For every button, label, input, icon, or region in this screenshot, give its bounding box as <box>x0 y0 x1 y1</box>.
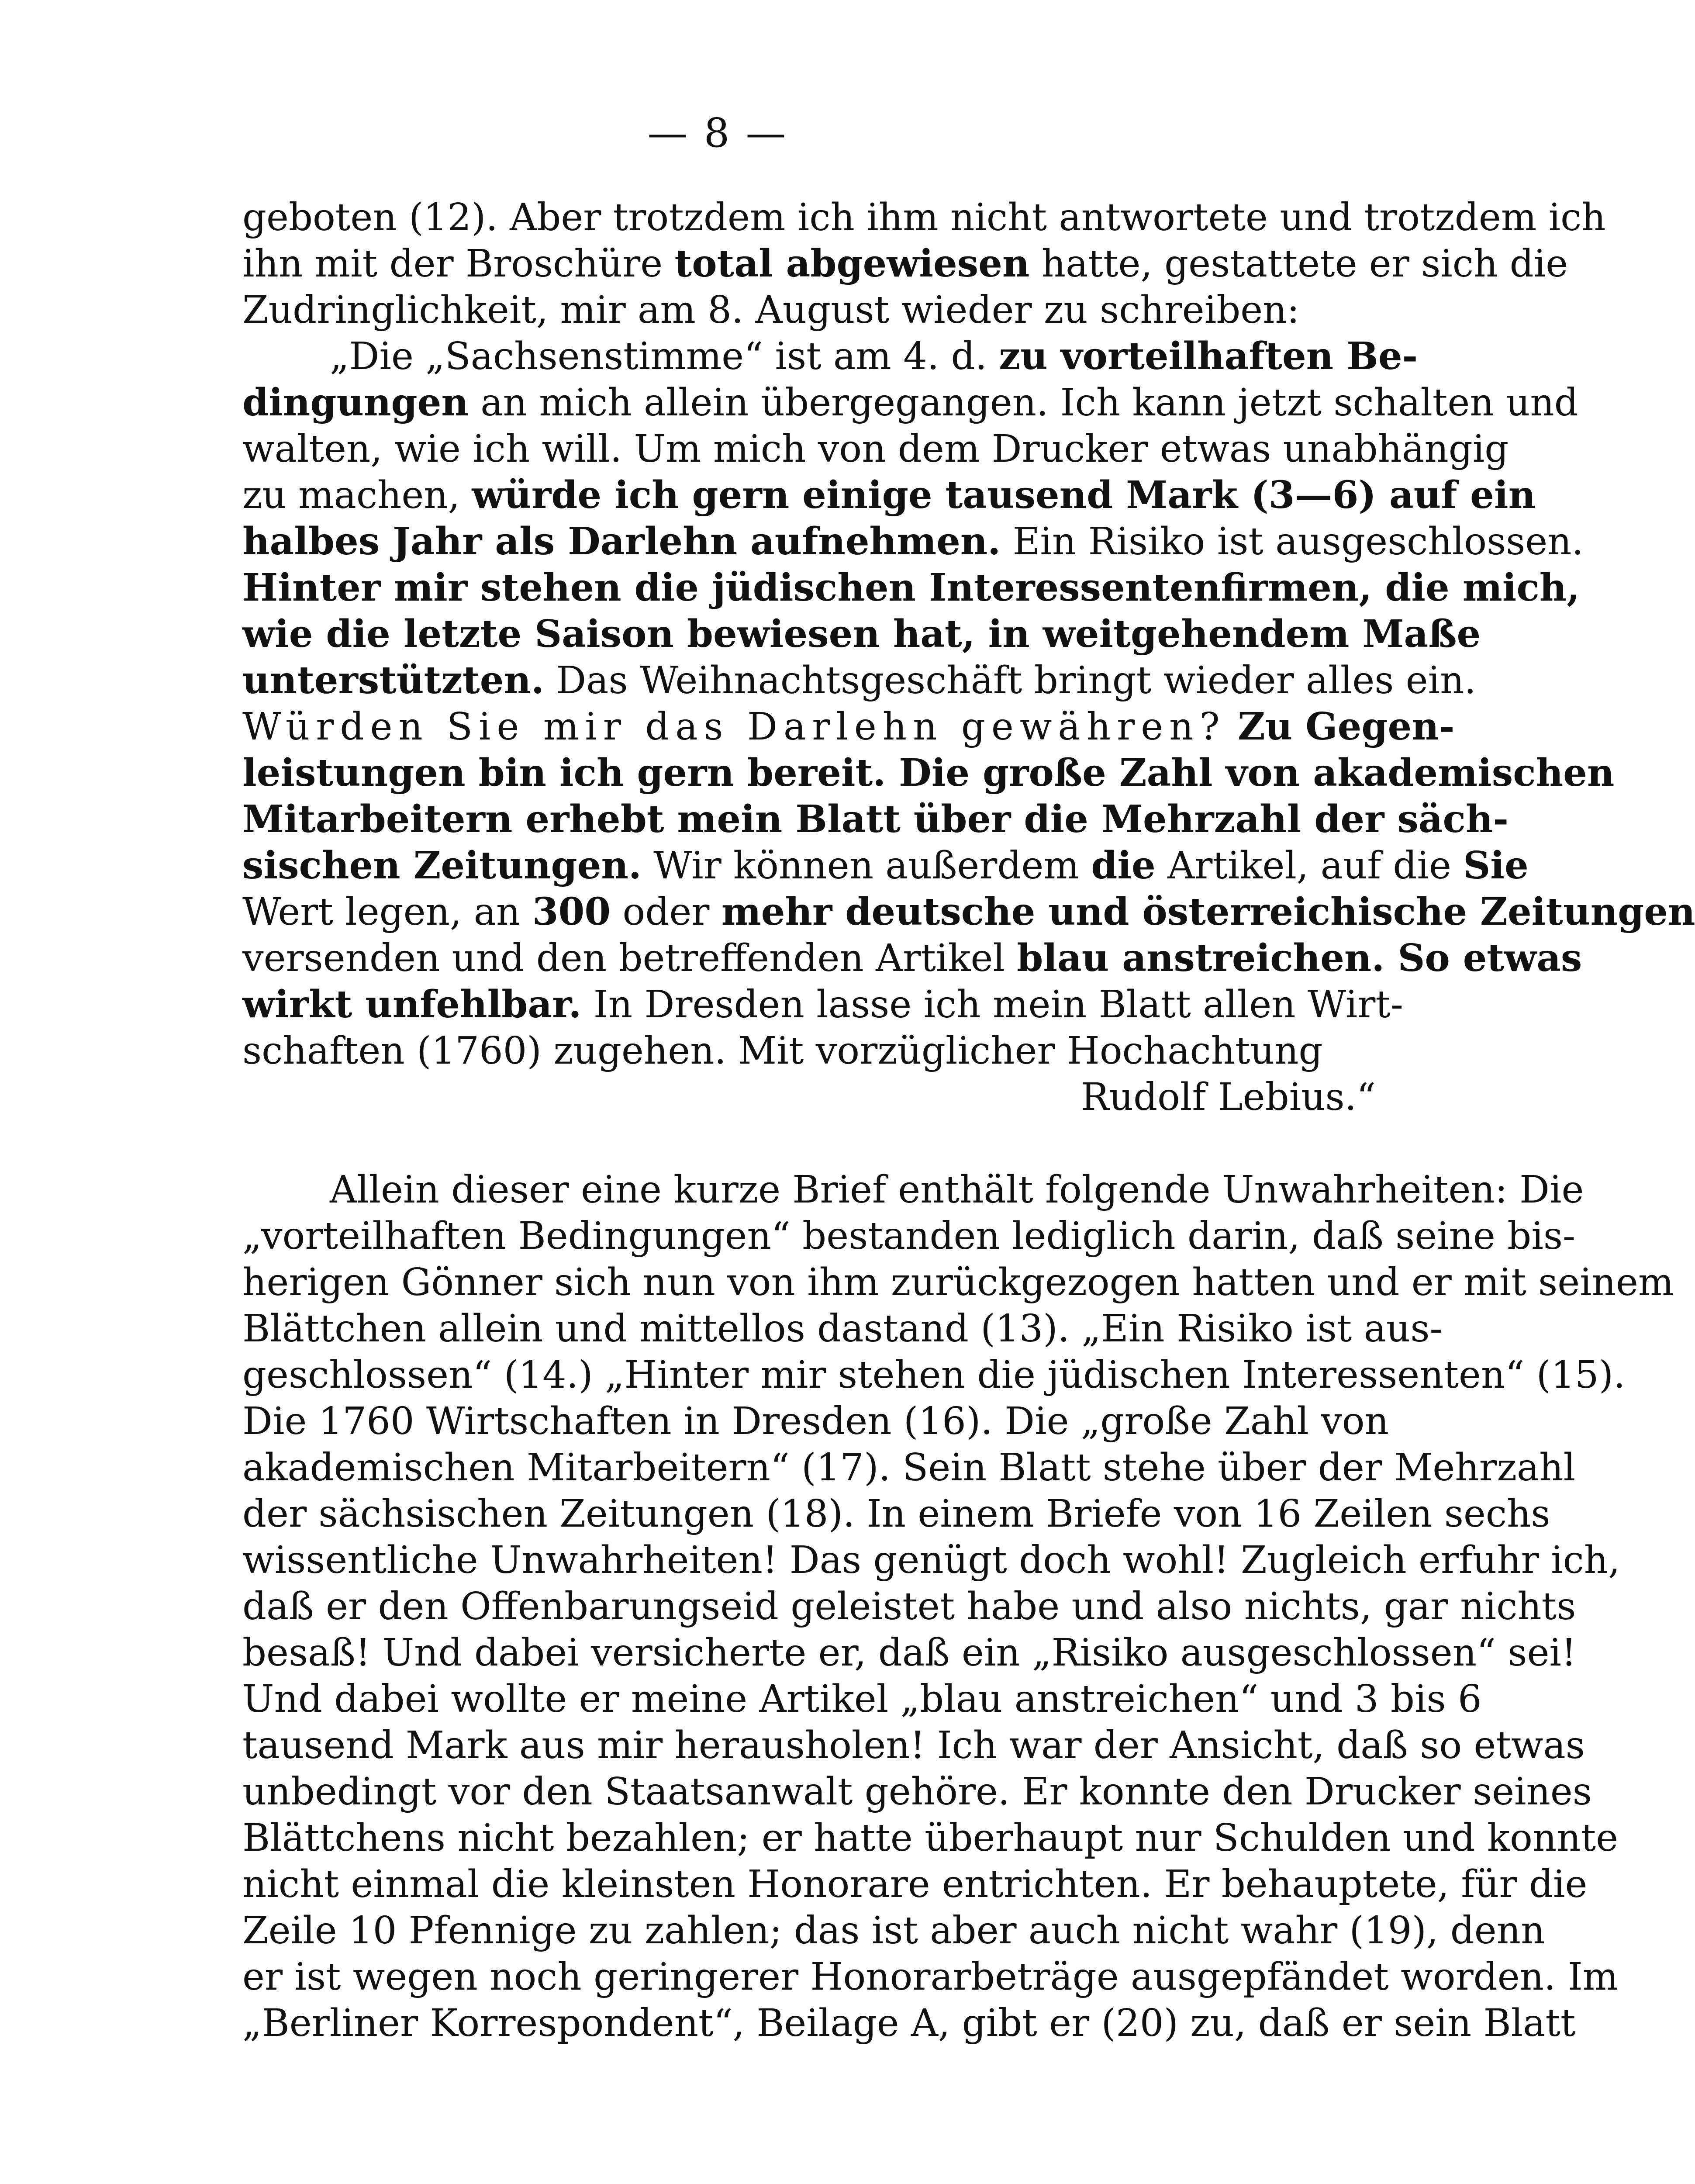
emphasized-text: Sie <box>1463 843 1529 888</box>
text-segment: walten, wie ich will. Um mich von dem Drucker etwas unabhängig <box>242 427 1509 471</box>
para2-line <box>242 1769 1592 1815</box>
para2-line <box>242 1491 1550 1537</box>
letter-line <box>242 565 1580 611</box>
text-segment: Allein dieser eine kurze Brief enthält folgende Unwahrheiten: Die <box>330 1168 1584 1212</box>
spaced-text: Würden Sie mir das Darlehn gewähren? <box>242 705 1226 749</box>
letter-line <box>242 426 1509 472</box>
emphasized-text: halbes Jahr als Darlehn aufnehmen. <box>242 519 1001 563</box>
para2-line <box>242 1630 1577 1676</box>
emphasized-text: mehr deutsche und österreichische Zeitungen <box>721 890 1695 934</box>
emphasized-text: sischen Zeitungen. <box>242 843 642 888</box>
para2-line <box>242 1167 1584 1213</box>
emphasized-text: wirkt unfehlbar. <box>242 982 582 1026</box>
page-number: — 8 — <box>647 110 788 156</box>
text-segment: Zudringlichkeit, mir am 8. August wieder zu schreiben: <box>242 288 1300 332</box>
emphasized-text: total abgewiesen <box>674 242 1030 286</box>
emphasized-text: Zu Gegen- <box>1237 705 1455 749</box>
letter-line <box>242 704 1455 750</box>
emphasized-text: würde ich gern einige tausend Mark (3—6) auf ein <box>472 473 1536 517</box>
para2-line <box>242 1954 1619 2000</box>
text-segment: Die 1760 Wirtschaften in Dresden (16). Die „große Zahl von <box>242 1400 1389 1443</box>
para1-line <box>242 194 1606 241</box>
letter-signature-block <box>242 1074 1376 1120</box>
text-segment: besaß! Und dabei versicherte er, daß ein „Risiko ausgeschlossen“ sei! <box>242 1631 1577 1675</box>
letter-line <box>242 1028 1376 1074</box>
letter-line <box>242 843 1529 889</box>
letter-line <box>242 611 1481 657</box>
letter-line <box>242 935 1582 981</box>
emphasized-text: die <box>1091 843 1156 888</box>
text-segment: geschlossen“ (14.) „Hinter mir stehen die jüdischen Interessenten“ (15). <box>242 1353 1626 1397</box>
emphasized-text: zu vorteilhaften Be- <box>999 334 1418 378</box>
emphasized-text: leistungen bin ich gern bereit. Die große Zahl von akademischen <box>242 751 1615 795</box>
text-segment: „vorteilhaften Bedingungen“ bestanden lediglich darin, daß seine bis- <box>242 1214 1576 1258</box>
letter-signature: Rudolf Lebius.“ <box>1081 1075 1376 1119</box>
text-segment: Artikel, auf die <box>1155 844 1464 888</box>
para2-line <box>242 1722 1585 1769</box>
text-segment: unbedingt vor den Staatsanwalt gehöre. Er konnte den Drucker seines <box>242 1770 1592 1814</box>
text-segment: akademischen Mitarbeitern“ (17). Sein Blatt stehe über der Mehrzahl <box>242 1446 1576 1489</box>
letter-line <box>242 750 1615 796</box>
text-segment: Blättchens nicht bezahlen; er hatte überhaupt nur Schulden und konnte <box>242 1816 1619 1860</box>
para2-line <box>242 2000 1576 2046</box>
para2-line <box>242 1398 1389 1444</box>
text-segment: Das Weihnachtsgeschäft bringt wieder alles ein. <box>544 659 1476 702</box>
para2-line <box>242 1815 1619 1861</box>
emphasized-text: blau anstreichen. So etwas <box>1017 936 1582 980</box>
para2-line <box>242 1352 1626 1398</box>
text-segment: schaften (1760) zugehen. Mit vorzüglicher Hochachtung <box>242 1029 1323 1073</box>
text-segment: Wir können außerdem <box>641 844 1091 888</box>
para1-line <box>242 241 1568 287</box>
emphasized-text: Hinter mir stehen die jüdischen Interessentenfirmen, die mich, <box>242 566 1580 610</box>
letter-line <box>242 380 1578 426</box>
emphasized-text: wie die letzte Saison bewiesen hat, in weitgehendem Maße <box>242 612 1481 656</box>
para2-line <box>242 1861 1588 1908</box>
emphasized-text: Mitarbeitern erhebt mein Blatt über die Mehrzahl der säch- <box>242 797 1509 841</box>
text-segment: hatte, gestattete er sich die <box>1029 242 1568 286</box>
text-segment: wissentliche Unwahrheiten! Das genügt doch wohl! Zugleich erfuhr ich, <box>242 1538 1620 1582</box>
text-segment: Wert legen, an <box>242 890 532 934</box>
text-segment: versenden und den betreffenden Artikel <box>242 936 1017 980</box>
text-segment: daß er den Offenbarungseid geleistet habe und also nichts, gar nichts <box>242 1585 1576 1628</box>
letter-line <box>242 472 1536 518</box>
letter-line <box>242 796 1509 843</box>
para2-line <box>242 1444 1576 1491</box>
para2-line <box>242 1259 1674 1306</box>
para1-line <box>242 287 1376 333</box>
text-segment: Und dabei wollte er meine Artikel „blau anstreichen“ und 3 bis 6 <box>242 1677 1482 1721</box>
text-segment: „Berliner Korrespondent“, Beilage A, gibt er (20) zu, daß er sein Blatt <box>242 2001 1576 2045</box>
text-segment: er ist wegen noch geringerer Honorarbeträge ausgepfändet worden. Im <box>242 1955 1619 1999</box>
text-segment: herigen Gönner sich nun von ihm zurückgezogen hatten und er mit seinem <box>242 1261 1674 1304</box>
text-segment: Ein Risiko ist ausgeschlossen. <box>1001 520 1584 563</box>
text-segment: In Dresden lasse ich mein Blatt allen Wirt- <box>581 983 1404 1026</box>
letter-line <box>242 981 1404 1028</box>
text-segment: geboten (12). Aber trotzdem ich ihm nicht antwortete und trotzdem ich <box>242 196 1606 239</box>
emphasized-text: 300 <box>532 890 611 934</box>
para2-line <box>242 1676 1482 1722</box>
para2-line <box>242 1537 1620 1583</box>
letter-line <box>242 518 1584 565</box>
para2-line <box>242 1908 1545 1954</box>
text-segment: zu machen, <box>242 473 472 517</box>
para2-line <box>242 1213 1576 1259</box>
text-segment <box>1226 705 1238 749</box>
emphasized-text: unterstützten. <box>242 658 544 702</box>
text-segment: der sächsischen Zeitungen (18). In einem Briefe von 16 Zeilen sechs <box>242 1492 1550 1536</box>
paragraph-intro <box>242 194 1606 333</box>
text-segment: Zeile 10 Pfennige zu zahlen; das ist aber auch nicht wahr (19), denn <box>242 1909 1545 1952</box>
text-segment: ihn mit der Broschüre <box>242 242 675 286</box>
text-segment: tausend Mark aus mir herausholen! Ich war der Ansicht, daß so etwas <box>242 1724 1585 1767</box>
letter-line <box>242 333 1418 380</box>
letter-line <box>242 657 1476 704</box>
text-segment: an mich allein übergegangen. Ich kann jetzt schalten und <box>468 381 1578 425</box>
paragraph-refutation <box>242 1167 1674 2046</box>
emphasized-text: dingungen <box>242 380 469 425</box>
para2-line <box>242 1583 1576 1630</box>
letter-line <box>242 889 1695 935</box>
text-segment: Blättchen allein und mittellos dastand (13). „Ein Risiko ist aus- <box>242 1307 1443 1351</box>
quoted-letter <box>242 333 1695 1074</box>
text-segment: nicht einmal die kleinsten Honorare entrichten. Er behauptete, für die <box>242 1863 1588 1906</box>
text-segment: oder <box>611 890 721 934</box>
text-segment: „Die „Sachsenstimme“ ist am 4. d. <box>330 335 999 378</box>
para2-line <box>242 1306 1443 1352</box>
